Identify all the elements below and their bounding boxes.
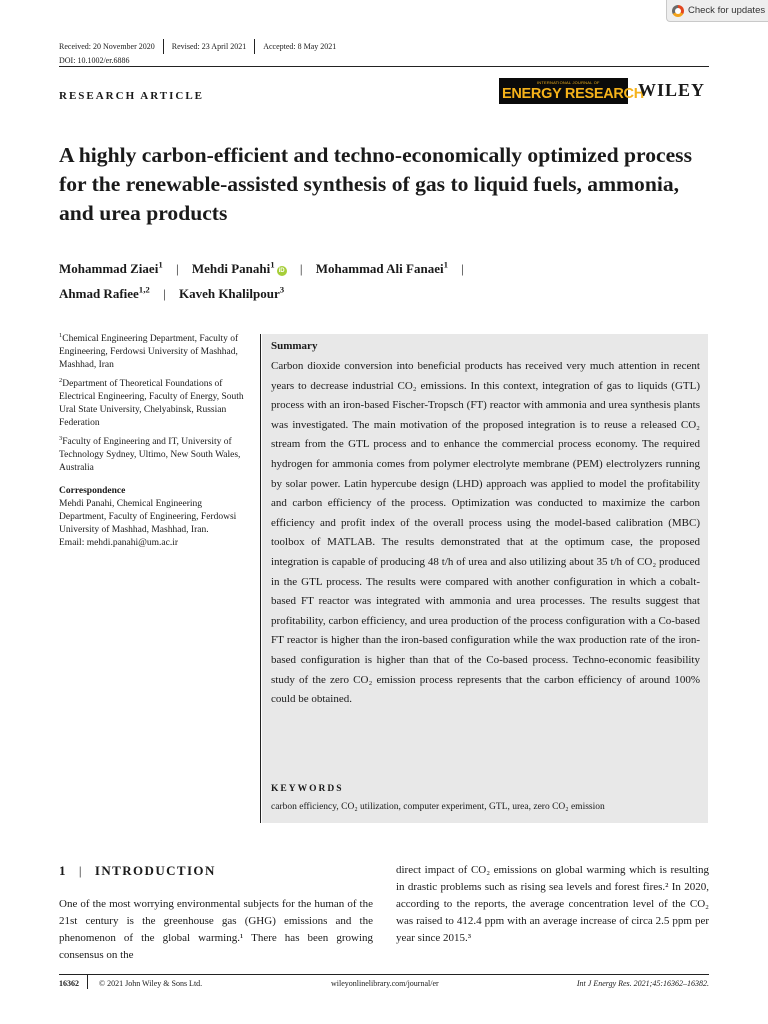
affiliation: $^1$Chemical Engineering Department, Faculty of Engineering, Ferdowsi University of Mashhad, Mashhad, Iran	[59, 331, 239, 370]
correspondence-email[interactable]: Email: mehdi.panahi@um.ac.ir	[59, 538, 179, 548]
author-name[interactable]: Mehdi Panahi$^1$iD	[191, 259, 285, 276]
author-name[interactable]: Ahmad Rafiee$^{1,2}$	[59, 284, 150, 301]
accepted-date: Accepted: 8 May 2021	[263, 42, 337, 51]
revised-date: Revised: 23 April 2021	[171, 42, 247, 51]
section-separator: |	[78, 863, 83, 878]
section-title: INTRODUCTION	[94, 863, 216, 878]
author-list	[59, 256, 699, 306]
footer-rule	[59, 974, 709, 975]
copyright: © 2021 John Wiley & Sons Ltd.	[99, 979, 203, 988]
keywords-heading: KEYWORDS	[271, 784, 344, 794]
page-number: 16362	[59, 979, 79, 988]
summary-heading: Summary	[271, 340, 318, 352]
journal-logo-name: ENERGY RESEARCH	[502, 86, 644, 102]
crossmark-icon	[672, 5, 684, 17]
affiliations	[59, 333, 251, 550]
author-name[interactable]: Kaveh Khalilpour$^3$	[178, 284, 285, 301]
author-name[interactable]: Mohammad Ziaei$^1$	[59, 259, 163, 276]
journal-logo	[499, 78, 644, 104]
summary-text: Carbon dioxide conversion into beneficial products has received very much attention in recent years to decrease industrial CO₂ emissions. In this context, integration of gas to liquids (GTL) process with an iron-based Fischer-Tropsch (FT) reactor with ammonia and urea synthesis plants was investigated. The main motivation of the proposed integration is to reuse a released CO₂ stream from the GTL process and to enhance the commercial process economy. The required hydrogen for ammonia comes from polymer electrolyte membrane (PEM) electrolyzers running by solar power. Latin hypercube design (LHD) approach was applied to model the profitability and carbon efficiency of the process. Optimization was conducted to maximize the carbon efficiency and profit index of the overall process using the model-based calibration (MBC) toolbox of MATLAB. The results demonstrated that at the optimum case, the proposed integration is capable of producing 48 t/h of urea and also utilizing about 35 t/h of CO₂ produced in the GTL process. The results were compared with another configuration in which a cobalt-based FT reactor was integrated with ammonia and urea processes. The results suggest that profitability, carbon efficiency, and urea production of the process configuration with a Co-based FT reactor is higher than the iron-based configuration while the wax production rate of the iron-based configuration is higher than that of the Co-based process. Techno-economic feasibility study of the zero CO₂ emission process represents that the carbon efficiency of around 100% could be obtained.	[271, 360, 700, 706]
keywords-text: carbon efficiency, CO₂ utilization, computer experiment, GTL, urea, zero CO₂ emission	[271, 802, 605, 812]
affiliation: $^3$Faculty of Engineering and IT, University of Technology Sydney, Ultimo, New South Wales, Australia	[59, 434, 241, 473]
author-separator: |	[175, 261, 179, 276]
article-dates	[59, 39, 336, 54]
journal-logo-small-text: INTERNATIONAL JOURNAL OF	[537, 80, 600, 85]
author-separator: |	[299, 261, 303, 276]
article-type: RESEARCH ARTICLE	[59, 90, 205, 102]
footer-divider	[87, 974, 88, 989]
check-for-updates-button[interactable]	[666, 0, 768, 22]
author-separator: |	[461, 261, 464, 276]
section-number: 1	[59, 863, 67, 878]
publisher-logo: WILEY	[638, 80, 706, 100]
doi-link[interactable]: DOI: 10.1002/er.6886	[59, 56, 130, 65]
received-date: Received: 20 November 2020	[59, 42, 155, 51]
author-separator: |	[163, 286, 166, 301]
author-name[interactable]: Mohammad Ali Fanaei$^1$	[315, 259, 449, 276]
divider	[163, 39, 164, 54]
divider	[254, 39, 255, 54]
header-rule	[59, 66, 709, 67]
intro-column-left: One of the most worrying environmental subjects for the human of the 21st century is the greenhouse gas (GHG) emissions and the phenomenon of the global warming.¹ There has been growing consensus on the	[59, 898, 373, 961]
intro-column-right: direct impact of CO₂ emissions on global warming which is resulting in drastic problems such as rising sea levels and forest fires.² In 2020, according to the reports, the average concentration level of the CO₂ was raised to 412.4 ppm with an average increase of circa 2.5 ppm per year since 2015.³	[396, 864, 709, 944]
citation: Int J Energy Res. 2021;45:16362–16382.	[576, 979, 709, 988]
check-for-updates-label: Check for updates	[688, 5, 766, 16]
orcid-icon[interactable]: iD	[278, 268, 285, 274]
article-title: A highly carbon-efficient and techno-economically optimized process for the renewable-assisted synthesis of gas to liquid fuels, ammonia, and urea products	[59, 143, 692, 225]
affiliation: $^2$Department of Theoretical Foundations of Electrical Engineering, Faculty of Energy, South Ural State University, Chelyabinsk, Russian Federation	[59, 376, 244, 428]
correspondence-heading: Correspondence	[59, 486, 126, 496]
summary-divider	[260, 334, 261, 823]
section-heading	[59, 863, 216, 879]
journal-url[interactable]: wileyonlinelibrary.com/journal/er	[331, 979, 439, 988]
doi-line	[59, 56, 129, 65]
correspondence-text: Mehdi Panahi, Chemical Engineering Department, Faculty of Engineering, Ferdowsi University of Mashhad, Mashhad, Iran.	[59, 499, 237, 535]
